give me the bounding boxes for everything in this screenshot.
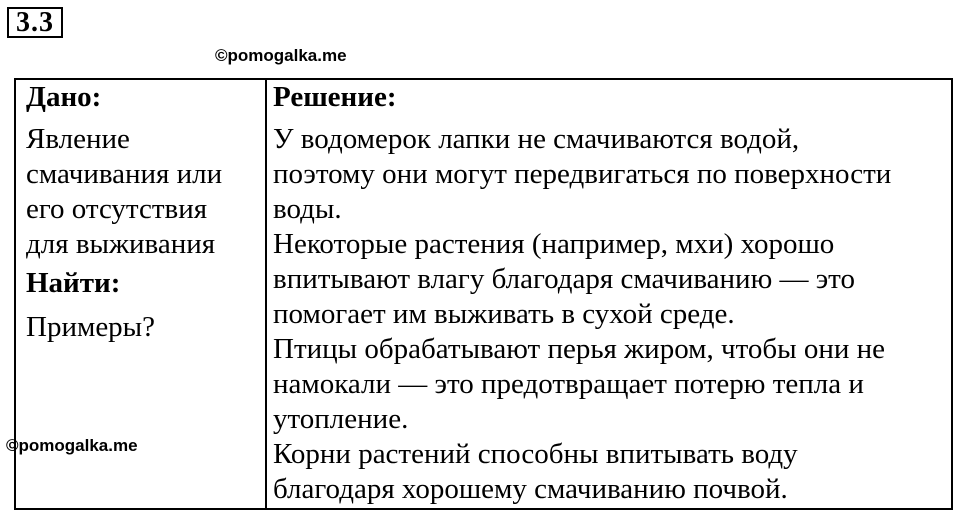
solution-line: утопление. bbox=[273, 403, 409, 435]
column-divider bbox=[265, 78, 267, 510]
solution-line: У водомерок лапки не смачиваются водой, bbox=[273, 123, 800, 155]
solution-line: помогает им выживать в сухой среде. bbox=[273, 298, 735, 330]
solution-line: воды. bbox=[273, 193, 342, 225]
solution-column bbox=[273, 80, 948, 507]
solution-line: впитывают влагу благодаря смачиванию — это bbox=[273, 263, 855, 295]
find-heading: Найти: bbox=[26, 267, 121, 299]
given-line: смачивания или bbox=[26, 158, 223, 190]
solution-line: намокали — это предотвращает потерю тепла и bbox=[273, 368, 864, 400]
solution-line: Некоторые растения (например, мхи) хорошо bbox=[273, 228, 835, 260]
watermark-bottom: ©pomogalka.me bbox=[6, 436, 138, 455]
given-column bbox=[26, 80, 260, 345]
find-text: Примеры? bbox=[26, 311, 156, 343]
watermark-top: ©pomogalka.me bbox=[215, 46, 347, 65]
given-line: его отсутствия bbox=[26, 193, 208, 225]
given-line: Явление bbox=[26, 123, 130, 155]
solution-line: Корни растений способны впитывать воду bbox=[273, 438, 798, 470]
given-heading: Дано: bbox=[26, 81, 102, 113]
solution-line: благодаря хорошему смачиванию почвой. bbox=[273, 473, 788, 505]
solution-heading: Решение: bbox=[273, 81, 397, 113]
solution-line: поэтому они могут передвигаться по поверхности bbox=[273, 158, 892, 190]
solution-line: Птицы обрабатывают перья жиром, чтобы они не bbox=[273, 333, 886, 365]
task-number-box: 3.3 bbox=[7, 7, 63, 38]
given-line: для выживания bbox=[26, 228, 216, 260]
